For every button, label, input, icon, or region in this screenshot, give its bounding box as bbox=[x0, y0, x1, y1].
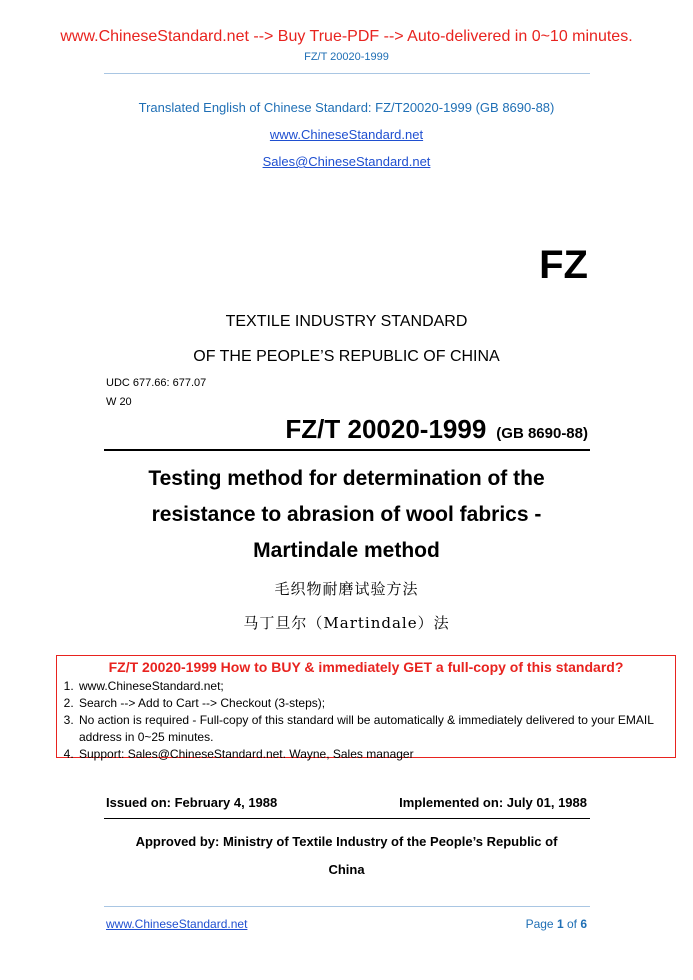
email-link[interactable]: Sales@ChineseStandard.net bbox=[262, 154, 431, 169]
buy-step-1: 1. www.ChineseStandard.net; bbox=[77, 678, 675, 695]
header-divider bbox=[104, 73, 590, 74]
buy-box-title: FZ/T 20020-1999 How to BUY & immediately GET a full-copy of this standard? bbox=[108, 659, 624, 675]
footer-divider bbox=[104, 906, 590, 907]
page-current: 1 bbox=[556, 917, 564, 931]
chinese-title-1: 毛织物耐磨试验方法 bbox=[274, 580, 419, 598]
buy-step-2: 2. Search --> Add to Cart --> Checkout (3-steps); bbox=[77, 695, 675, 712]
page-prefix: Page bbox=[525, 917, 557, 931]
issued-date: Issued on: February 4, 1988 bbox=[106, 795, 278, 810]
buy-instructions-box bbox=[56, 655, 676, 761]
header-standard-code: FZ/T 20020-1999 bbox=[304, 51, 389, 63]
dates-divider bbox=[104, 818, 590, 819]
page-total: 6 bbox=[580, 917, 587, 931]
gb-number: (GB 8690-88) bbox=[496, 425, 588, 442]
w-code: W 20 bbox=[106, 396, 132, 408]
title-line-3: Martindale method bbox=[253, 539, 440, 562]
translation-line: Translated English of Chinese Standard: FZ/T20020-1999 (GB 8690-88) bbox=[138, 100, 555, 115]
approved-by-line-1: Approved by: Ministry of Textile Industry of the People’s Republic of bbox=[135, 834, 558, 849]
implemented-date: Implemented on: July 01, 1988 bbox=[399, 795, 587, 810]
website-link-wrapper bbox=[0, 126, 693, 144]
page-of: of bbox=[563, 917, 581, 931]
standard-number bbox=[285, 414, 588, 445]
org-line-2: OF THE PEOPLE’S REPUBLIC OF CHINA bbox=[193, 348, 500, 365]
title-divider bbox=[104, 449, 590, 451]
udc-code: UDC 677.66: 677.07 bbox=[106, 377, 207, 389]
org-line-1: TEXTILE INDUSTRY STANDARD bbox=[225, 313, 468, 330]
buy-steps-list bbox=[57, 678, 675, 763]
buy-step-4: 4. Support: Sales@ChineseStandard.net. Wayne, Sales manager bbox=[77, 746, 675, 763]
website-link[interactable]: www.ChineseStandard.net bbox=[269, 127, 424, 142]
top-banner[interactable]: www.ChineseStandard.net --> Buy True-PDF --> Auto-delivered in 0~10 minutes. bbox=[60, 28, 633, 45]
page-indicator bbox=[526, 917, 587, 931]
fz-number: FZ/T 20020-1999 bbox=[285, 414, 487, 444]
chinese-title-2: 马丁旦尔（Martindale）法 bbox=[243, 614, 450, 632]
footer-website-link[interactable]: www.ChineseStandard.net bbox=[106, 917, 248, 931]
email-link-wrapper bbox=[0, 153, 693, 171]
buy-step-3: 3. No action is required - Full-copy of this standard will be automatically & immediately delivered to your EMAIL address in 0~25 minutes. bbox=[77, 712, 675, 746]
title-line-2: resistance to abrasion of wool fabrics - bbox=[151, 503, 542, 526]
category-code: FZ bbox=[539, 243, 588, 287]
title-line-1: Testing method for determination of the bbox=[148, 467, 545, 490]
approved-by-line-2: China bbox=[328, 862, 365, 877]
